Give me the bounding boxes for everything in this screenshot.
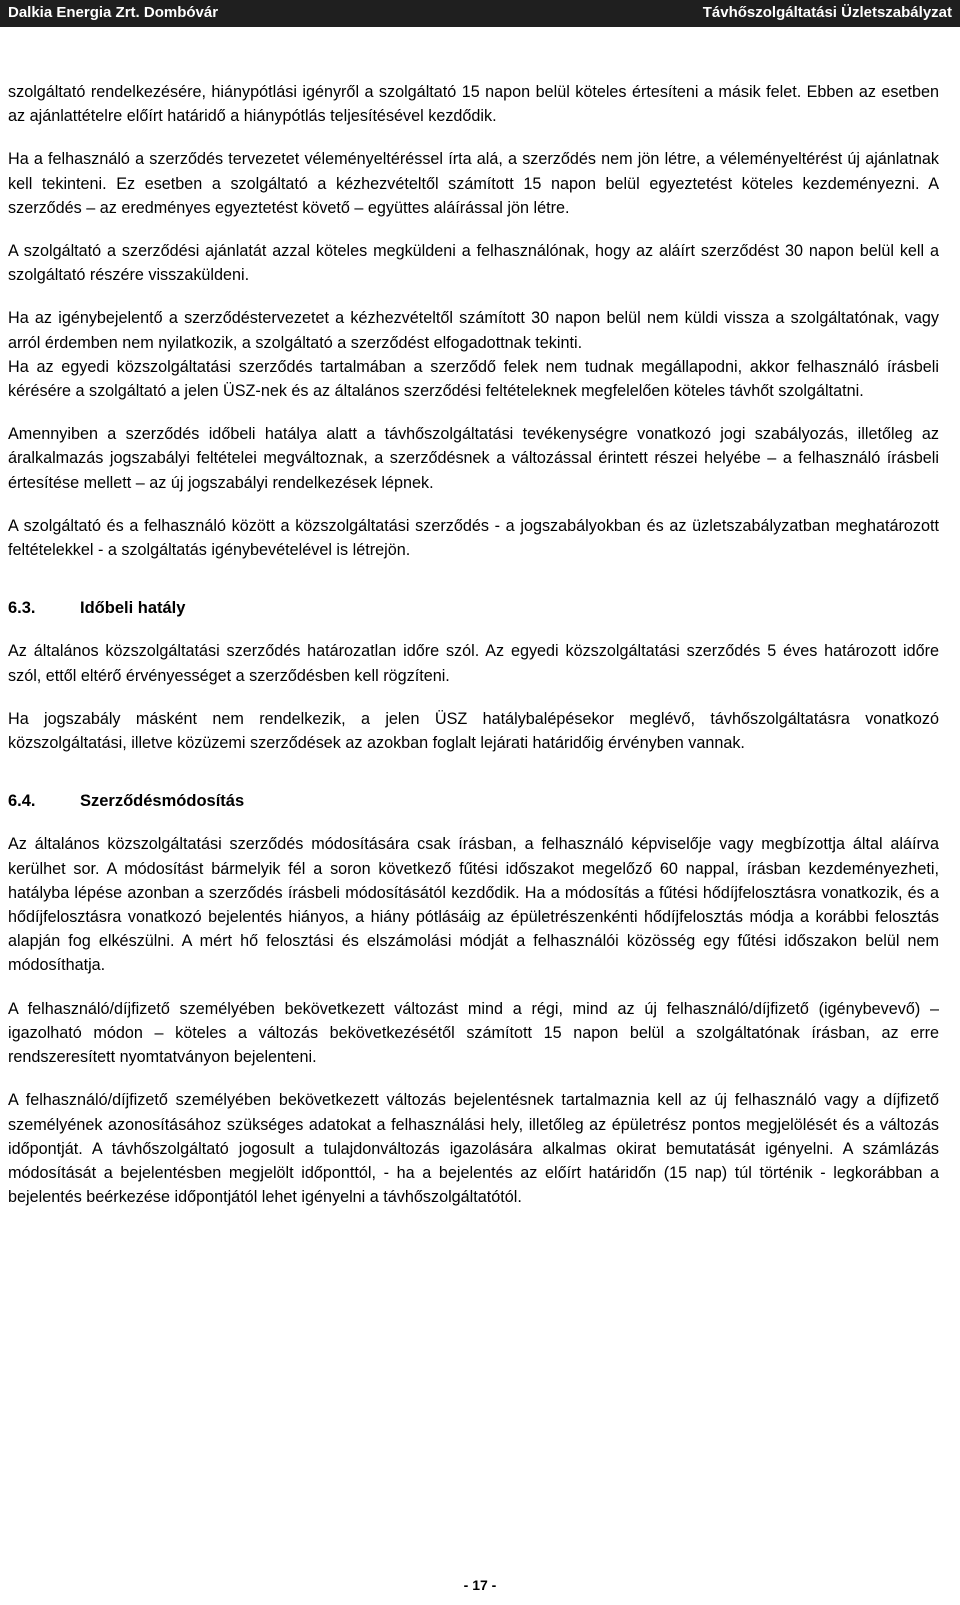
paragraph: Ha az egyedi közszolgáltatási szerződés tartalmában a szerződő felek nem tudnak megállapodni, akkor felhasználó írásbeli kérésére a szolgáltató a jelen ÜSZ-nek és az általános szerződési feltételeknek megfelelően köteles távhőt szolgáltatni. bbox=[8, 357, 939, 401]
document-body bbox=[8, 80, 939, 1228]
section-number: 6.3. bbox=[8, 599, 36, 618]
paragraph: A felhasználó/díjfizető személyében bekövetkezett változás bejelentésnek tartalmaznia kell az új felhasználó vagy a díjfizető személyének azonosításához szükséges adatokat a felhasználási hely, illetőleg az épületrész pontos megjelölését és a változás időpontját. A távhőszolgáltató jogosult a tulajdonváltozás igazolására alkalmas okirat bemutatását igényelni. A számlázás módosítását a bejelentésben megjelölt időponttól, - ha a bejelentés az előírt határidőn (15 nap) túl történik - legkorábban a bejelentés beérkezése időpontjától lehet igényelni a távhőszolgáltatótól. bbox=[8, 1091, 939, 1207]
section-title: Szerződésmódosítás bbox=[80, 792, 245, 811]
paragraph: Az általános közszolgáltatási szerződés módosítására csak írásban, a felhasználó képviselője vagy megbízottja által aláírva kerülhet sor. A módosítást bármelyik fél a soron következő fűtési időszakot megelőző 60 nappal, írásban kezdeményezheti, hatályba lépése azonban a szerződés írásbeli módosításától kezdődik. Ha a módosítás a fűtési hődíjfelosztásra vonatkozik, és a hődíjfelosztásra vonatkozó bejelentés hiányos, a hiány pótlásáig az épületrészenkénti hődíjfelosztás módja a korábbi felosztás alapján fog elkészülni. A mért hő felosztási és elszámolási módját a felhasználói közösség egy fűtési időszakon belül nem módosíthatja. bbox=[8, 835, 939, 975]
page-number: - 17 - bbox=[463, 1577, 497, 1593]
paragraph: A szolgáltató és a felhasználó között a közszolgáltatási szerződés - a jogszabályokban és az üzletszabályzatban meghatározott feltételekkel - a szolgáltatás igénybevételével is létrejön. bbox=[8, 516, 939, 560]
section-number: 6.4. bbox=[8, 792, 36, 811]
section-heading-6-3 bbox=[8, 596, 939, 620]
paragraph: Ha az igénybejelentő a szerződéstervezetet a kézhezvételtől számított 30 napon belül nem küldi vissza a szolgáltatónak, vagy arról érdemben nem nyilatkozik, a szolgáltató a szerződést elfogadottnak tekinti. bbox=[8, 309, 939, 352]
header-company: Dalkia Energia Zrt. Dombóvár bbox=[8, 4, 219, 21]
paragraph: A felhasználó/díjfizető személyében bekövetkezett változást mind a régi, mind az új felhasználó/díjfizető (igénybevevő) – igazolható módon – köteles a változás bekövetkezésétől számított 15 napon belül a szolgáltatónak írásban, az erre rendszeresített nyomtatványon bejelenteni. bbox=[8, 999, 939, 1067]
paragraph: szolgáltató rendelkezésére, hiánypótlási igényről a szolgáltató 15 napon belül köteles értesíteni a másik felet. Ebben az esetben az ajánlattételre előírt határidő a hiánypótlás teljesítésével kezdődik. bbox=[8, 83, 939, 126]
paragraph: Ha a felhasználó a szerződés tervezetet véleményeltéréssel írta alá, a szerződés nem jön létre, a véleményeltérést új ajánlatnak kell tekinteni. Ez esetben a szolgáltató a kézhezvételtől számított 15 napon belül egyeztetést köteles kezdeményezni. A szerződés – az eredményes egyeztetést követő – együttes aláírással jön létre. bbox=[8, 150, 939, 217]
paragraph: A szolgáltató a szerződési ajánlatát azzal köteles megküldeni a felhasználónak, hogy az aláírt szerződést 30 napon belül kell a szolgáltató részére visszaküldeni. bbox=[8, 242, 939, 285]
header-document-title: Távhőszolgáltatási Üzletszabályzat bbox=[702, 4, 952, 21]
paragraph: Az általános közszolgáltatási szerződés határozatlan időre szól. Az egyedi közszolgáltatási szerződés 5 éves határozott időre szól, ettől eltérő érvényességet a szerződésben kell rögzíteni. bbox=[8, 642, 939, 685]
section-heading-6-4 bbox=[8, 789, 939, 813]
paragraph: Ha jogszabály másként nem rendelkezik, a jelen ÜSZ hatálybalépésekor meglévő, távhőszolgáltatásra vonatkozó közszolgáltatási, illetve közüzemi szerződések az azokban foglalt lejárati határidőig érvényben vannak. bbox=[8, 709, 939, 753]
page-header bbox=[0, 0, 960, 27]
section-title: Időbeli hatály bbox=[80, 599, 186, 618]
paragraph: Amennyiben a szerződés időbeli hatálya alatt a távhőszolgáltatási tevékenységre vonatkozó jogi szabályozás, illetőleg az áralkalmazás jogszabályi feltételei megváltoznak, a szerződésnek a változással érintett részei helyébe – a felhasználó írásbeli értesítése mellett – az új jogszabályi rendelkezések lépnek. bbox=[8, 425, 939, 492]
